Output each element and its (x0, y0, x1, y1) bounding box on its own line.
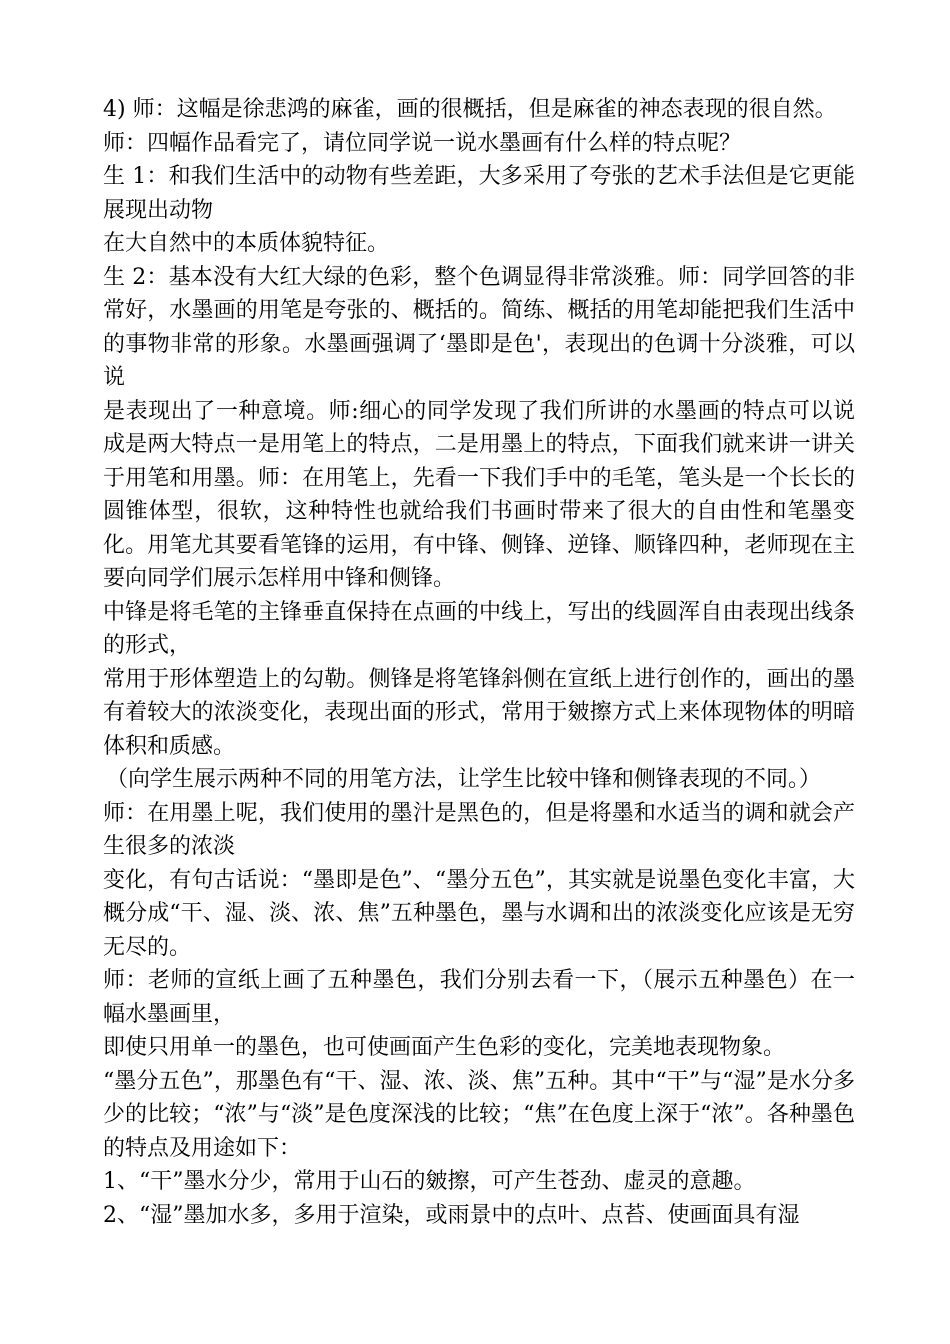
document-body (103, 93, 855, 1232)
paragraph-teacher-question: 师：四幅作品看完了，请位同学说一说水墨画有什么样的特点呢？ (103, 130, 742, 156)
paragraph-ink-usage: 师：在用墨上呢，我们使用的墨汁是黑色的，但是将墨和水适当的调和就会产生很多的浓淡 (103, 800, 855, 859)
paragraph-wet-ink: 2、“湿”墨加水多，多用于渲染，或雨景中的点叶、点苔、使画面具有湿 (103, 1202, 800, 1228)
paragraph-five-ink-colors: 师：老师的宣纸上画了五种墨色，我们分别去看一下，（展示五种墨色）在一幅水墨画里， (103, 968, 855, 1027)
paragraph-single-ink: 即使只用单一的墨色，也可使画面产生色彩的变化，完美地表现物象。 (103, 1035, 786, 1060)
paragraph-side-tip: 常用于形体塑造上的勾勒。侧锋是将笔锋斜侧在宣纸上进行创作的，画出的墨有着较大的浓淡变化，表现出面的形式，常用于皴擦方式上来体现物体的明暗体积和质感。 (103, 666, 855, 759)
paragraph-center-tip: 中锋是将毛笔的主锋垂直保持在点画的中线上，写出的线圆浑自由表现出线条的形式， (103, 599, 855, 658)
paragraph-five-shades: “墨分五色”，那墨色有“干、湿、浓、淡、焦”五种。其中“干”与“湿”是水分多少的比较；“浓”与“淡”是色度深浅的比较；“焦”在色度上深于“浓”。各种墨色的特点及用途如下： (103, 1068, 855, 1161)
paragraph-demo-note: （向学生展示两种不同的用笔方法，让学生比较中锋和侧锋表现的不同。） (106, 767, 822, 792)
paragraph-student-1-cont: 在大自然中的本质体貌特征。 (103, 231, 390, 256)
paragraph-4-xu-beihong: 4) 师：这幅是徐悲鸿的麻雀，画的很概括，但是麻雀的神态表现的很自然。 (103, 97, 837, 122)
paragraph-dry-ink: 1、“干”墨水分少，常用于山石的皴擦，可产生苍劲、虚灵的意趣。 (103, 1169, 756, 1194)
paragraph-student-1: 生 1：和我们生活中的动物有些差距，大多采用了夸张的艺术手法但是它更能展现出动物 (103, 164, 855, 223)
paragraph-ink-variation: 变化，有句古话说：“墨即是色”、“墨分五色”，其实就是说墨色变化丰富，大概分成“干、湿、淡、浓、焦”五种墨色，墨与水调和出的浓淡变化应该是无穷无尽的。 (103, 867, 855, 960)
paragraph-student-2: 生 2：基本没有大红大绿的色彩，整个色调显得非常淡雅。师：同学回答的非常好，水墨画的用笔是夸张的、概括的。简练、概括的用笔却能把我们生活中的事物非常的形象。水墨画强调了‘墨即是色'，表现出的色调十分淡雅，可以说 (103, 264, 855, 390)
paragraph-brush-and-ink: 是表现出了一种意境。师:细心的同学发现了我们所讲的水墨画的特点可以说成是两大特点一是用笔上的特点，二是用墨上的特点，下面我们就来讲一讲关于用笔和用墨。师：在用笔上，先看一下我们手中的毛笔，笔头是一个长长的圆锥体型，很软，这种特性也就给我们书画时带来了很大的自由性和笔墨变化。用笔尤其要看笔锋的运用，有中锋、侧锋、逆锋、顺锋四种，老师现在主要向同学们展示怎样用中锋和侧锋。 (103, 398, 855, 591)
